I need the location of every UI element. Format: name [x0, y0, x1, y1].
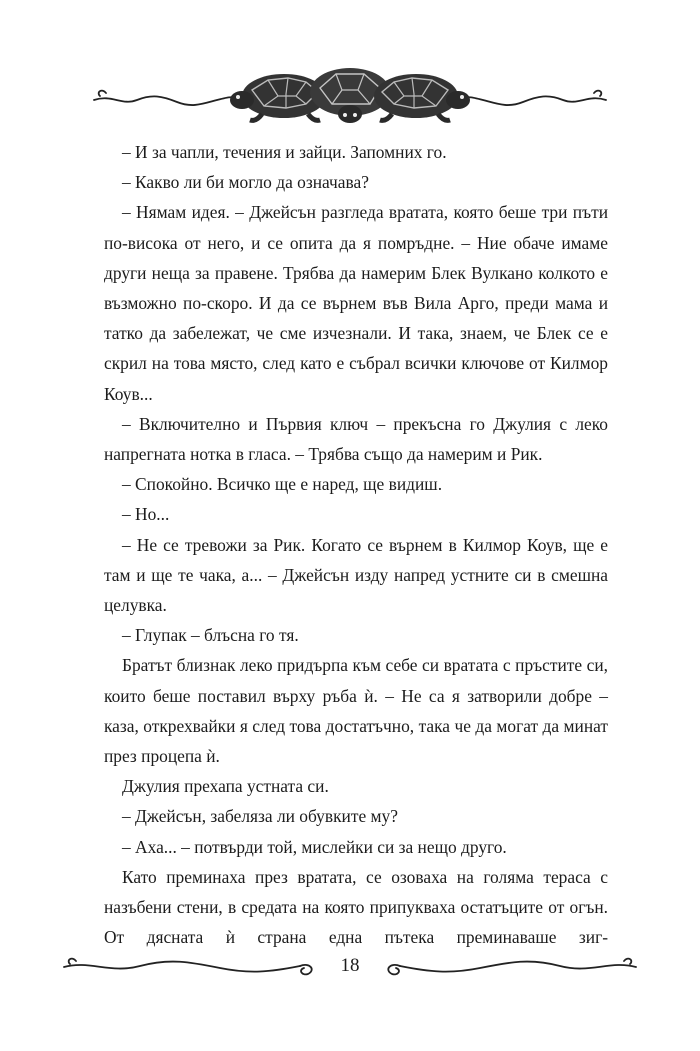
paragraph: Като преминаха през вратата, се озоваха на голяма тераса с назъбени стени, в средата на която припукваха остатъците от огън. От дясната ѝ страна една пътека преминаваше зиг-: [104, 866, 608, 948]
turtles-ornament-icon: [92, 66, 608, 128]
paragraph: – И за чапли, течения и зайци. Запомних го.: [122, 142, 447, 162]
page-number: 18: [340, 955, 360, 976]
paragraph: – Какво ли би могло да означава?: [122, 172, 369, 193]
paragraph: Братът близнак леко придърпа към себе си вратата с пръстите си, които беше поставил върху ръба ѝ. – Не са я затворили добре – каза, открехвайки я след това достатъчно, така че да могат да минат през процепа ѝ.: [104, 655, 608, 767]
paragraph: – Но...: [122, 504, 170, 525]
paragraph: – Джейсън, забеляза ли обувките му?: [122, 806, 398, 827]
paragraph: – Спокойно. Всичко ще е наред, ще видиш.: [122, 474, 443, 495]
paragraph: – Аха... – потвърди той, мислейки си за нещо друго.: [122, 836, 507, 857]
paragraph: – Включително и Първия ключ – прекъсна го Джулия с леко напрегната нотка в гласа. – Трябва също да намерим и Рик.: [104, 413, 608, 465]
paragraph: – Не се тревожи за Рик. Когато се върнем в Килмор Коув, ще е там и ще те чака, а... – Джейсън изду напред устните си в смешна целувка.: [104, 534, 608, 616]
paragraph: Джулия прехапа устната си.: [122, 776, 329, 797]
paragraph: – Глупак – блъсна го тя.: [122, 625, 299, 646]
paragraph: – Нямам идея. – Джейсън разгледа вратата, която беше три пъти по-висока от него, и се опита да я помръдне. – Ние обаче имаме други неща за правене. Трябва да намерим Блек Вулкано колкото е възможно по-скоро. И да се върнем във Вила Арго, преди мама и татко да забележат, че сме изчезнали. И така, знаем, че Блек се е скрил на това място, след като е събрал всички ключове от Килмор Коув...: [104, 202, 608, 404]
body-text: [104, 137, 608, 952]
